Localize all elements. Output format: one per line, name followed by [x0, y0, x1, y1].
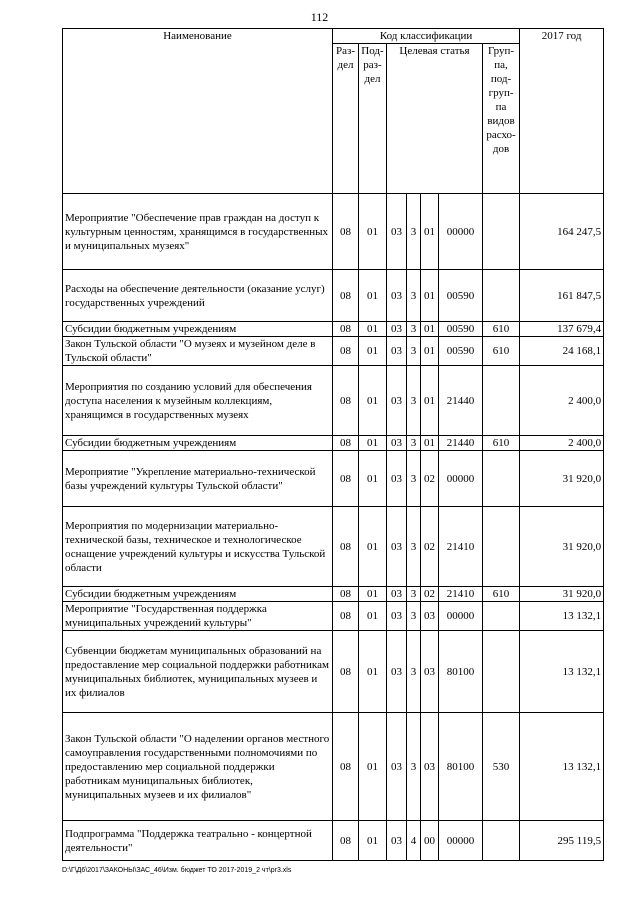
row-section: 08 — [333, 451, 359, 507]
row-target-direction: 00590 — [439, 270, 483, 322]
row-target-event: 02 — [421, 587, 439, 602]
row-target-program: 03 — [387, 366, 407, 436]
header-target: Целевая статья — [387, 44, 483, 194]
row-expense-group — [483, 194, 520, 270]
row-section: 08 — [333, 631, 359, 713]
row-section: 08 — [333, 436, 359, 451]
row-target-subprogram: 3 — [407, 436, 421, 451]
row-section: 08 — [333, 270, 359, 322]
row-expense-group: 610 — [483, 322, 520, 337]
row-target-direction: 00000 — [439, 451, 483, 507]
row-section: 08 — [333, 337, 359, 366]
table-row — [63, 821, 604, 861]
table-row — [63, 631, 604, 713]
row-target-direction: 00000 — [439, 602, 483, 631]
row-target-event: 01 — [421, 270, 439, 322]
row-target-direction: 00590 — [439, 337, 483, 366]
row-section: 08 — [333, 713, 359, 821]
row-amount: 295 119,5 — [520, 821, 604, 861]
row-target-subprogram: 3 — [407, 366, 421, 436]
row-target-program: 03 — [387, 322, 407, 337]
row-target-direction: 00000 — [439, 194, 483, 270]
row-target-subprogram: 4 — [407, 821, 421, 861]
row-name: Субвенции бюджетам муниципальных образований на предоставление мер социальной поддержки работникам муниципальных библиотек, муниципальных музеев и их филиалов — [63, 631, 333, 713]
row-expense-group: 530 — [483, 713, 520, 821]
header-name: Наименование — [63, 29, 333, 194]
header-section: Раз- дел — [333, 44, 359, 194]
row-subsection: 01 — [359, 507, 387, 587]
row-target-program: 03 — [387, 602, 407, 631]
row-target-program: 03 — [387, 436, 407, 451]
row-amount: 13 132,1 — [520, 602, 604, 631]
row-target-event: 00 — [421, 821, 439, 861]
row-section: 08 — [333, 507, 359, 587]
row-name: Субсидии бюджетным учреждениям — [63, 587, 333, 602]
row-amount: 31 920,0 — [520, 507, 604, 587]
header-year: 2017 год — [520, 29, 604, 194]
row-expense-group — [483, 451, 520, 507]
row-target-event: 03 — [421, 713, 439, 821]
row-name: Закон Тульской области "О музеях и музейном деле в Тульской области" — [63, 337, 333, 366]
row-section: 08 — [333, 821, 359, 861]
row-target-event: 01 — [421, 366, 439, 436]
row-target-program: 03 — [387, 194, 407, 270]
row-section: 08 — [333, 366, 359, 436]
row-amount: 24 168,1 — [520, 337, 604, 366]
row-target-subprogram: 3 — [407, 602, 421, 631]
table-row — [63, 322, 604, 337]
row-target-direction: 21410 — [439, 507, 483, 587]
row-name: Субсидии бюджетным учреждениям — [63, 322, 333, 337]
row-target-program: 03 — [387, 821, 407, 861]
header-subsection: Под- раз- дел — [359, 44, 387, 194]
row-subsection: 01 — [359, 337, 387, 366]
row-target-program: 03 — [387, 587, 407, 602]
table-row — [63, 436, 604, 451]
row-target-program: 03 — [387, 451, 407, 507]
row-expense-group — [483, 270, 520, 322]
row-amount: 13 132,1 — [520, 631, 604, 713]
table-row — [63, 507, 604, 587]
row-expense-group — [483, 602, 520, 631]
row-target-event: 01 — [421, 322, 439, 337]
row-section: 08 — [333, 194, 359, 270]
row-amount: 31 920,0 — [520, 587, 604, 602]
row-name: Мероприятие "Укрепление материально-технической базы учреждений культуры Тульской области" — [63, 451, 333, 507]
row-expense-group: 610 — [483, 337, 520, 366]
row-target-event: 01 — [421, 337, 439, 366]
row-expense-group — [483, 366, 520, 436]
row-expense-group — [483, 821, 520, 861]
header-code-group: Код классификации — [333, 29, 520, 44]
row-target-event: 01 — [421, 436, 439, 451]
row-target-direction: 80100 — [439, 713, 483, 821]
row-name: Мероприятия по модернизации материально-технической базы, техническое и технологическое оснащение учреждений культуры и искусства Тульской области — [63, 507, 333, 587]
row-amount: 164 247,5 — [520, 194, 604, 270]
page-number: 112 — [310, 10, 329, 24]
row-subsection: 01 — [359, 366, 387, 436]
row-expense-group — [483, 631, 520, 713]
row-subsection: 01 — [359, 821, 387, 861]
row-subsection: 01 — [359, 631, 387, 713]
row-target-program: 03 — [387, 270, 407, 322]
row-expense-group: 610 — [483, 587, 520, 602]
row-target-subprogram: 3 — [407, 194, 421, 270]
row-expense-group — [483, 507, 520, 587]
row-section: 08 — [333, 587, 359, 602]
file-path-footer: D:\Г\Д6\2017\ЗАКОНЫ\ЗАС_46\Изм. бюджет ТО 2017-2019_2 чт\pr3.xls — [62, 867, 292, 874]
row-subsection: 01 — [359, 713, 387, 821]
row-name: Расходы на обеспечение деятельности (оказание услуг) государственных учреждений — [63, 270, 333, 322]
row-target-subprogram: 3 — [407, 322, 421, 337]
row-target-event: 03 — [421, 631, 439, 713]
row-name: Мероприятия по созданию условий для обеспечения доступа населения к музейным коллекциям, хранящимся в государственных музеях — [63, 366, 333, 436]
row-amount: 161 847,5 — [520, 270, 604, 322]
row-amount: 2 400,0 — [520, 366, 604, 436]
row-target-subprogram: 3 — [407, 631, 421, 713]
row-target-subprogram: 3 — [407, 270, 421, 322]
row-target-event: 03 — [421, 602, 439, 631]
row-name: Мероприятие "Государственная поддержка муниципальных учреждений культуры" — [63, 602, 333, 631]
row-name: Субсидии бюджетным учреждениям — [63, 436, 333, 451]
row-target-direction: 21440 — [439, 366, 483, 436]
row-subsection: 01 — [359, 451, 387, 507]
row-target-subprogram: 3 — [407, 337, 421, 366]
row-amount: 137 679,4 — [520, 322, 604, 337]
row-target-subprogram: 3 — [407, 587, 421, 602]
table-row — [63, 451, 604, 507]
row-target-subprogram: 3 — [407, 507, 421, 587]
table-row — [63, 270, 604, 322]
header-group: Груп- па, под- груп- па видов расхо- дов — [483, 44, 520, 194]
row-subsection: 01 — [359, 587, 387, 602]
row-subsection: 01 — [359, 194, 387, 270]
row-subsection: 01 — [359, 602, 387, 631]
row-target-subprogram: 3 — [407, 451, 421, 507]
row-target-subprogram: 3 — [407, 713, 421, 821]
row-target-event: 02 — [421, 507, 439, 587]
row-target-program: 03 — [387, 507, 407, 587]
row-expense-group: 610 — [483, 436, 520, 451]
row-target-direction: 00590 — [439, 322, 483, 337]
row-name: Закон Тульской области "О наделении органов местного самоуправления государственными полномочиями по предоставлению мер социальной поддержки работникам муниципальных библиотек, муниципальных музеев и их филиалов" — [63, 713, 333, 821]
row-section: 08 — [333, 322, 359, 337]
row-target-event: 01 — [421, 194, 439, 270]
row-section: 08 — [333, 602, 359, 631]
table-row — [63, 366, 604, 436]
table-row — [63, 602, 604, 631]
row-target-program: 03 — [387, 631, 407, 713]
row-amount: 13 132,1 — [520, 713, 604, 821]
row-amount: 31 920,0 — [520, 451, 604, 507]
row-target-direction: 80100 — [439, 631, 483, 713]
budget-table — [62, 28, 604, 861]
row-name: Подпрограмма "Поддержка театрально - концертной деятельности" — [63, 821, 333, 861]
row-subsection: 01 — [359, 436, 387, 451]
table-row — [63, 713, 604, 821]
row-target-program: 03 — [387, 337, 407, 366]
row-name: Мероприятие "Обеспечение прав граждан на доступ к культурным ценностям, хранящимся в государственных и муниципальных музеях" — [63, 194, 333, 270]
row-target-program: 03 — [387, 713, 407, 821]
row-target-event: 02 — [421, 451, 439, 507]
row-target-direction: 21440 — [439, 436, 483, 451]
row-subsection: 01 — [359, 270, 387, 322]
row-subsection: 01 — [359, 322, 387, 337]
table-row — [63, 587, 604, 602]
table-row — [63, 194, 604, 270]
row-target-direction: 21410 — [439, 587, 483, 602]
row-amount: 2 400,0 — [520, 436, 604, 451]
row-target-direction: 00000 — [439, 821, 483, 861]
table-row — [63, 337, 604, 366]
